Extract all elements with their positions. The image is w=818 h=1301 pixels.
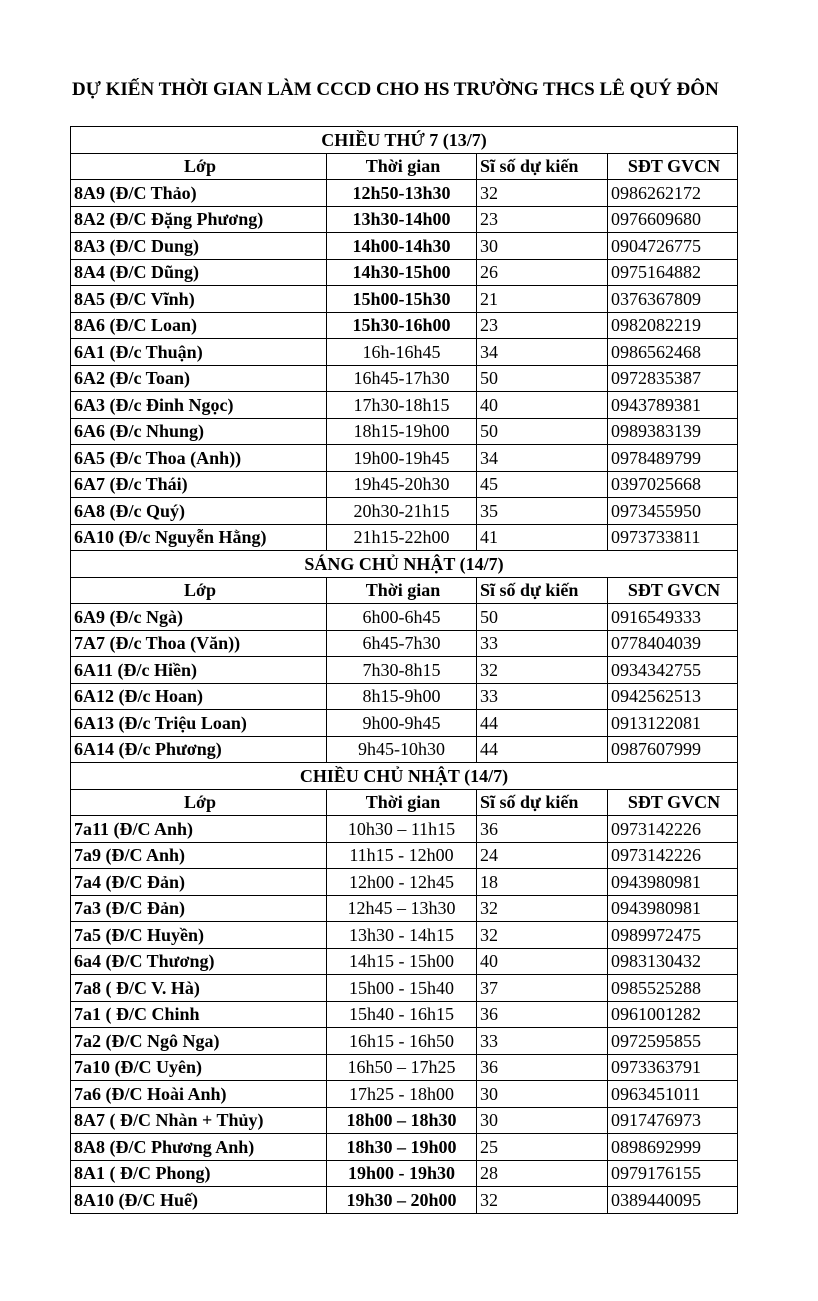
class-cell: 7a4 (Đ/C Đản) bbox=[71, 869, 327, 896]
schedule-body bbox=[71, 127, 738, 1214]
class-cell: 6a4 (Đ/C Thương) bbox=[71, 948, 327, 975]
class-cell: 6A14 (Đ/c Phương) bbox=[71, 736, 327, 763]
class-cell: 8A1 ( Đ/C Phong) bbox=[71, 1160, 327, 1187]
document-title: DỰ KIẾN THỜI GIAN LÀM CCCD CHO HS TRƯỜNG THCS LÊ QUÝ ĐÔN bbox=[72, 79, 719, 100]
phone-cell: 0913122081 bbox=[608, 710, 738, 737]
class-cell: 6A8 (Đ/c Quý) bbox=[71, 498, 327, 525]
phone-cell: 0916549333 bbox=[608, 604, 738, 631]
table-row bbox=[71, 206, 738, 233]
phone-cell: 0778404039 bbox=[608, 630, 738, 657]
time-cell: 15h30-16h00 bbox=[327, 312, 477, 339]
time-cell: 9h45-10h30 bbox=[327, 736, 477, 763]
phone-cell: 0961001282 bbox=[608, 1001, 738, 1028]
class-cell: 6A1 (Đ/c Thuận) bbox=[71, 339, 327, 366]
phone-cell: 0943789381 bbox=[608, 392, 738, 419]
table-row bbox=[71, 842, 738, 869]
class-cell: 7a8 ( Đ/C V. Hà) bbox=[71, 975, 327, 1002]
class-cell: 6A7 (Đ/c Thái) bbox=[71, 471, 327, 498]
table-row bbox=[71, 180, 738, 207]
count-cell: 32 bbox=[477, 922, 608, 949]
table-row bbox=[71, 445, 738, 472]
count-cell: 50 bbox=[477, 418, 608, 445]
phone-cell: 0975164882 bbox=[608, 259, 738, 286]
table-row bbox=[71, 339, 738, 366]
class-cell: 6A13 (Đ/c Triệu Loan) bbox=[71, 710, 327, 737]
phone-cell: 0943980981 bbox=[608, 869, 738, 896]
table-row bbox=[71, 1028, 738, 1055]
table-row bbox=[71, 895, 738, 922]
phone-cell: 0989383139 bbox=[608, 418, 738, 445]
column-header: Thời gian bbox=[327, 153, 477, 180]
column-header-row bbox=[71, 153, 738, 180]
class-cell: 7a9 (Đ/C Anh) bbox=[71, 842, 327, 869]
table-row bbox=[71, 1107, 738, 1134]
count-cell: 23 bbox=[477, 206, 608, 233]
count-cell: 33 bbox=[477, 1028, 608, 1055]
column-header: Lớp bbox=[71, 153, 327, 180]
time-cell: 19h45-20h30 bbox=[327, 471, 477, 498]
count-cell: 34 bbox=[477, 339, 608, 366]
count-cell: 45 bbox=[477, 471, 608, 498]
table-row bbox=[71, 1134, 738, 1161]
section-heading: CHIỀU CHỦ NHẬT (14/7) bbox=[71, 763, 738, 790]
time-cell: 20h30-21h15 bbox=[327, 498, 477, 525]
phone-cell: 0973142226 bbox=[608, 816, 738, 843]
table-row bbox=[71, 604, 738, 631]
count-cell: 40 bbox=[477, 948, 608, 975]
phone-cell: 0376367809 bbox=[608, 286, 738, 313]
count-cell: 32 bbox=[477, 180, 608, 207]
column-header-row bbox=[71, 789, 738, 816]
table-row bbox=[71, 233, 738, 260]
time-cell: 12h00 - 12h45 bbox=[327, 869, 477, 896]
count-cell: 30 bbox=[477, 1107, 608, 1134]
count-cell: 32 bbox=[477, 1187, 608, 1214]
class-cell: 8A6 (Đ/C Loan) bbox=[71, 312, 327, 339]
class-cell: 7a2 (Đ/C Ngô Nga) bbox=[71, 1028, 327, 1055]
time-cell: 12h50-13h30 bbox=[327, 180, 477, 207]
time-cell: 16h50 – 17h25 bbox=[327, 1054, 477, 1081]
time-cell: 6h00-6h45 bbox=[327, 604, 477, 631]
section-heading-row bbox=[71, 127, 738, 154]
phone-cell: 0989972475 bbox=[608, 922, 738, 949]
count-cell: 24 bbox=[477, 842, 608, 869]
class-cell: 6A9 (Đ/c Ngà) bbox=[71, 604, 327, 631]
count-cell: 26 bbox=[477, 259, 608, 286]
column-header: SĐT GVCN bbox=[608, 789, 738, 816]
time-cell: 17h25 - 18h00 bbox=[327, 1081, 477, 1108]
count-cell: 36 bbox=[477, 1001, 608, 1028]
class-cell: 7a3 (Đ/C Đản) bbox=[71, 895, 327, 922]
class-cell: 6A12 (Đ/c Hoan) bbox=[71, 683, 327, 710]
table-row bbox=[71, 975, 738, 1002]
column-header: Thời gian bbox=[327, 789, 477, 816]
phone-cell: 0917476973 bbox=[608, 1107, 738, 1134]
column-header-row bbox=[71, 577, 738, 604]
schedule-table bbox=[70, 126, 738, 1214]
phone-cell: 0397025668 bbox=[608, 471, 738, 498]
column-header: Sĩ số dự kiến bbox=[477, 577, 608, 604]
table-row bbox=[71, 1160, 738, 1187]
count-cell: 25 bbox=[477, 1134, 608, 1161]
table-row bbox=[71, 1001, 738, 1028]
class-cell: 8A8 (Đ/C Phương Anh) bbox=[71, 1134, 327, 1161]
table-row bbox=[71, 392, 738, 419]
phone-cell: 0904726775 bbox=[608, 233, 738, 260]
column-header: Lớp bbox=[71, 789, 327, 816]
column-header: SĐT GVCN bbox=[608, 577, 738, 604]
count-cell: 34 bbox=[477, 445, 608, 472]
class-cell: 8A9 (Đ/C Thảo) bbox=[71, 180, 327, 207]
phone-cell: 0389440095 bbox=[608, 1187, 738, 1214]
time-cell: 14h15 - 15h00 bbox=[327, 948, 477, 975]
section-heading: CHIỀU THỨ 7 (13/7) bbox=[71, 127, 738, 154]
class-cell: 8A5 (Đ/C Vĩnh) bbox=[71, 286, 327, 313]
time-cell: 16h15 - 16h50 bbox=[327, 1028, 477, 1055]
class-cell: 8A7 ( Đ/C Nhàn + Thủy) bbox=[71, 1107, 327, 1134]
class-cell: 8A4 (Đ/C Dũng) bbox=[71, 259, 327, 286]
column-header: SĐT GVCN bbox=[608, 153, 738, 180]
class-cell: 6A11 (Đ/c Hiền) bbox=[71, 657, 327, 684]
count-cell: 32 bbox=[477, 657, 608, 684]
phone-cell: 0973363791 bbox=[608, 1054, 738, 1081]
class-cell: 7a6 (Đ/C Hoài Anh) bbox=[71, 1081, 327, 1108]
time-cell: 16h45-17h30 bbox=[327, 365, 477, 392]
phone-cell: 0976609680 bbox=[608, 206, 738, 233]
count-cell: 37 bbox=[477, 975, 608, 1002]
table-row bbox=[71, 710, 738, 737]
phone-cell: 0963451011 bbox=[608, 1081, 738, 1108]
phone-cell: 0978489799 bbox=[608, 445, 738, 472]
phone-cell: 0934342755 bbox=[608, 657, 738, 684]
time-cell: 14h00-14h30 bbox=[327, 233, 477, 260]
class-cell: 7a11 (Đ/C Anh) bbox=[71, 816, 327, 843]
table-row bbox=[71, 922, 738, 949]
table-row bbox=[71, 498, 738, 525]
table-row bbox=[71, 657, 738, 684]
time-cell: 8h15-9h00 bbox=[327, 683, 477, 710]
class-cell: 8A10 (Đ/C Huế) bbox=[71, 1187, 327, 1214]
table-row bbox=[71, 365, 738, 392]
time-cell: 21h15-22h00 bbox=[327, 524, 477, 551]
time-cell: 19h00-19h45 bbox=[327, 445, 477, 472]
table-row bbox=[71, 1081, 738, 1108]
time-cell: 14h30-15h00 bbox=[327, 259, 477, 286]
time-cell: 9h00-9h45 bbox=[327, 710, 477, 737]
class-cell: 8A3 (Đ/C Dung) bbox=[71, 233, 327, 260]
class-cell: 6A10 (Đ/c Nguyễn Hằng) bbox=[71, 524, 327, 551]
count-cell: 28 bbox=[477, 1160, 608, 1187]
count-cell: 32 bbox=[477, 895, 608, 922]
count-cell: 40 bbox=[477, 392, 608, 419]
table-row bbox=[71, 948, 738, 975]
class-cell: 7a5 (Đ/C Huyền) bbox=[71, 922, 327, 949]
time-cell: 15h00 - 15h40 bbox=[327, 975, 477, 1002]
count-cell: 18 bbox=[477, 869, 608, 896]
column-header: Sĩ số dự kiến bbox=[477, 153, 608, 180]
section-heading-row bbox=[71, 763, 738, 790]
section-heading: SÁNG CHỦ NHẬT (14/7) bbox=[71, 551, 738, 578]
time-cell: 13h30 - 14h15 bbox=[327, 922, 477, 949]
phone-cell: 0973142226 bbox=[608, 842, 738, 869]
count-cell: 23 bbox=[477, 312, 608, 339]
column-header: Sĩ số dự kiến bbox=[477, 789, 608, 816]
count-cell: 36 bbox=[477, 816, 608, 843]
class-cell: 7a1 ( Đ/C Chinh bbox=[71, 1001, 327, 1028]
time-cell: 16h-16h45 bbox=[327, 339, 477, 366]
table-row bbox=[71, 312, 738, 339]
phone-cell: 0986562468 bbox=[608, 339, 738, 366]
table-row bbox=[71, 869, 738, 896]
count-cell: 30 bbox=[477, 233, 608, 260]
time-cell: 19h00 - 19h30 bbox=[327, 1160, 477, 1187]
table-row bbox=[71, 524, 738, 551]
count-cell: 35 bbox=[477, 498, 608, 525]
time-cell: 18h30 – 19h00 bbox=[327, 1134, 477, 1161]
phone-cell: 0972595855 bbox=[608, 1028, 738, 1055]
class-cell: 6A3 (Đ/c Đinh Ngọc) bbox=[71, 392, 327, 419]
table-row bbox=[71, 471, 738, 498]
time-cell: 15h40 - 16h15 bbox=[327, 1001, 477, 1028]
time-cell: 12h45 – 13h30 bbox=[327, 895, 477, 922]
time-cell: 10h30 – 11h15 bbox=[327, 816, 477, 843]
table-row bbox=[71, 630, 738, 657]
section-heading-row bbox=[71, 551, 738, 578]
phone-cell: 0982082219 bbox=[608, 312, 738, 339]
count-cell: 33 bbox=[477, 630, 608, 657]
count-cell: 21 bbox=[477, 286, 608, 313]
table-row bbox=[71, 286, 738, 313]
time-cell: 6h45-7h30 bbox=[327, 630, 477, 657]
phone-cell: 0943980981 bbox=[608, 895, 738, 922]
column-header: Lớp bbox=[71, 577, 327, 604]
phone-cell: 0987607999 bbox=[608, 736, 738, 763]
table-row bbox=[71, 736, 738, 763]
count-cell: 44 bbox=[477, 710, 608, 737]
table-row bbox=[71, 259, 738, 286]
class-cell: 6A5 (Đ/c Thoa (Anh)) bbox=[71, 445, 327, 472]
table-row bbox=[71, 1054, 738, 1081]
time-cell: 17h30-18h15 bbox=[327, 392, 477, 419]
count-cell: 50 bbox=[477, 365, 608, 392]
class-cell: 7A7 (Đ/c Thoa (Văn)) bbox=[71, 630, 327, 657]
column-header: Thời gian bbox=[327, 577, 477, 604]
time-cell: 11h15 - 12h00 bbox=[327, 842, 477, 869]
class-cell: 7a10 (Đ/C Uyên) bbox=[71, 1054, 327, 1081]
phone-cell: 0983130432 bbox=[608, 948, 738, 975]
phone-cell: 0898692999 bbox=[608, 1134, 738, 1161]
time-cell: 18h15-19h00 bbox=[327, 418, 477, 445]
phone-cell: 0986262172 bbox=[608, 180, 738, 207]
time-cell: 15h00-15h30 bbox=[327, 286, 477, 313]
phone-cell: 0973455950 bbox=[608, 498, 738, 525]
class-cell: 6A2 (Đ/c Toan) bbox=[71, 365, 327, 392]
time-cell: 7h30-8h15 bbox=[327, 657, 477, 684]
time-cell: 18h00 – 18h30 bbox=[327, 1107, 477, 1134]
time-cell: 19h30 – 20h00 bbox=[327, 1187, 477, 1214]
table-row bbox=[71, 1187, 738, 1214]
count-cell: 41 bbox=[477, 524, 608, 551]
count-cell: 30 bbox=[477, 1081, 608, 1108]
phone-cell: 0985525288 bbox=[608, 975, 738, 1002]
table-row bbox=[71, 418, 738, 445]
phone-cell: 0942562513 bbox=[608, 683, 738, 710]
time-cell: 13h30-14h00 bbox=[327, 206, 477, 233]
table-row bbox=[71, 683, 738, 710]
table-row bbox=[71, 816, 738, 843]
count-cell: 33 bbox=[477, 683, 608, 710]
count-cell: 36 bbox=[477, 1054, 608, 1081]
phone-cell: 0973733811 bbox=[608, 524, 738, 551]
phone-cell: 0972835387 bbox=[608, 365, 738, 392]
count-cell: 44 bbox=[477, 736, 608, 763]
count-cell: 50 bbox=[477, 604, 608, 631]
phone-cell: 0979176155 bbox=[608, 1160, 738, 1187]
class-cell: 6A6 (Đ/c Nhung) bbox=[71, 418, 327, 445]
class-cell: 8A2 (Đ/C Đặng Phương) bbox=[71, 206, 327, 233]
